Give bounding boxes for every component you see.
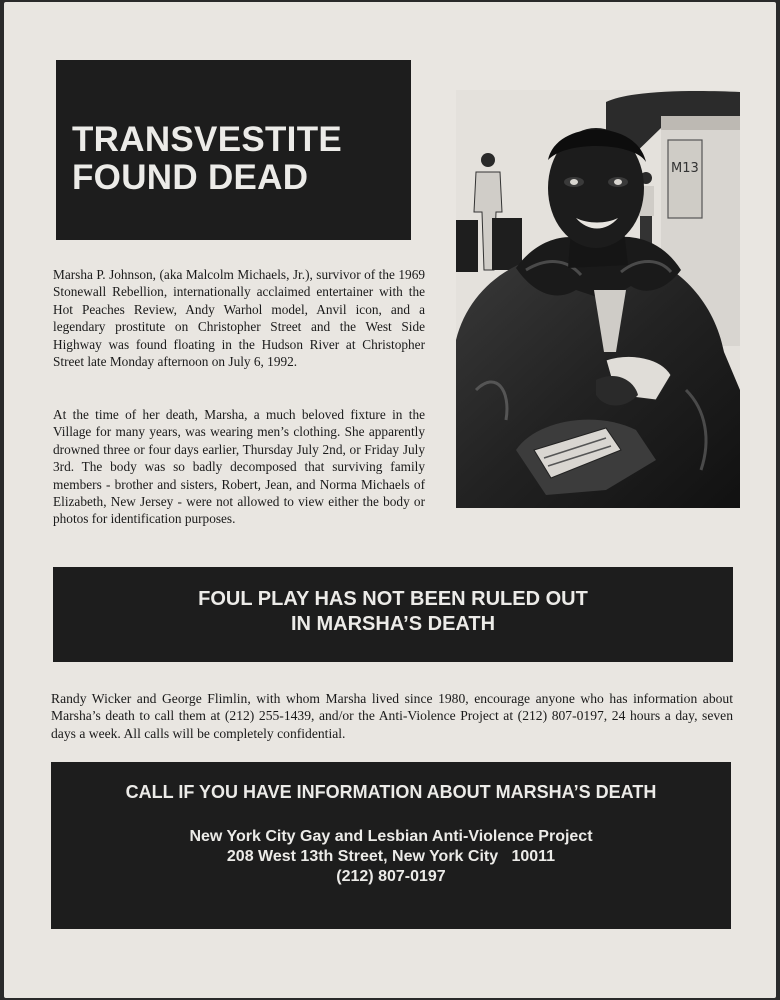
portrait-photo-image xyxy=(456,90,740,508)
contact-info xyxy=(51,827,731,887)
headline xyxy=(72,121,342,197)
contact-org: New York City Gay and Lesbian Anti-Violence Project xyxy=(189,828,593,845)
headline-box xyxy=(56,60,411,240)
foul-play-box xyxy=(53,567,733,662)
contact-phone: (212) 807-0197 xyxy=(336,868,446,885)
flyer-page xyxy=(4,2,776,998)
foul-play-line-2: IN MARSHA’S DEATH xyxy=(290,613,496,635)
paragraph-2: At the time of her death, Marsha, a much beloved fixture in the Village for many years, was wearing men’s clothing. She apparently drowned three or four days earlier, Thursday July 2nd, or Friday July 3rd. The body was so badly decomposed that surviving family members - brother and sisters, Robert, Jean, and Norma Michaels of Elizabeth, New Jersey - were not allowed to view either the body or photos for identification purposes. xyxy=(53,407,425,527)
portrait-photo xyxy=(456,90,740,508)
headline-line-2: FOUND DEAD xyxy=(72,158,309,197)
bus-sign: M13 xyxy=(671,161,699,176)
contact-address: 208 West 13th Street, New York City 10011 xyxy=(226,848,556,865)
paragraph-3: Randy Wicker and George Flimlin, with whom Marsha lived since 1980, encourage anyone who has information about Marsha’s death to call them at (212) 255-1439, and/or the Anti-Violence Project at (212) 807-0197, 24 hours a day, seven days a week. All calls will be completely confidential. xyxy=(51,691,733,741)
foul-play-line-1: FOUL PLAY HAS NOT BEEN RULED OUT xyxy=(198,588,588,610)
paragraph-1: Marsha P. Johnson, (aka Malcolm Michaels, Jr.), survivor of the 1969 Stonewall Rebellion, internationally acclaimed entertainer with the Hot Peaches Review, Andy Warhol model, Anvil icon, and a legendary prostitute on Christopher Street and the West Side Highway was found floating in the Hudson River at Christopher Street late Monday afternoon on July 6, 1992. xyxy=(53,267,425,370)
call-box xyxy=(51,762,731,929)
foul-play-heading xyxy=(53,587,733,637)
call-heading: CALL IF YOU HAVE INFORMATION ABOUT MARSHA’S DEATH xyxy=(125,782,657,802)
headline-line-1: TRANSVESTITE xyxy=(72,120,343,159)
